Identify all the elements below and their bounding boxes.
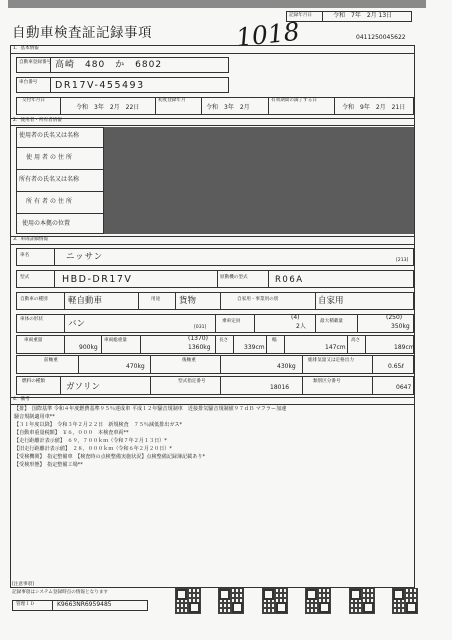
remarks-line: 【３１年度以降】 令和３年２月２２日 新規検査 ７５％減低排出ガス* bbox=[14, 422, 183, 428]
owner-row-owner-address: 所有者の住所 bbox=[26, 198, 75, 205]
rule bbox=[60, 376, 61, 395]
rule bbox=[266, 335, 267, 354]
rule bbox=[52, 600, 53, 611]
qr-code bbox=[175, 588, 201, 614]
rule bbox=[372, 376, 373, 395]
rule bbox=[220, 355, 221, 374]
rule bbox=[155, 97, 156, 115]
issue-value: 令和 3年 2月 22日 bbox=[76, 104, 140, 111]
height-label: 高さ bbox=[351, 338, 361, 343]
rule bbox=[16, 213, 104, 214]
section-vehicle-title: 3．車両詳細情報 bbox=[13, 237, 49, 242]
payload-value-2: 350kg bbox=[391, 323, 410, 330]
body-code: [031] bbox=[194, 325, 207, 330]
rule bbox=[302, 376, 303, 395]
private-label: 自家用・事業用の別 bbox=[237, 297, 279, 302]
document-title: 自動車検査証記録事項 bbox=[12, 25, 152, 41]
remarks-line: 【排】 国際基準 令和４年度燃費基準９５％達成車 平成１２年騒音規制車 近接排気騒音規制値９７ｄＢ マフラー加速 bbox=[14, 406, 287, 412]
rule bbox=[140, 335, 141, 354]
remarks-line: 【受検機関】 指定整備車 【検査時の点検整備実施状況】点検整備記録簿記載あり* bbox=[14, 454, 206, 460]
qr-code bbox=[218, 588, 244, 614]
rule bbox=[268, 97, 269, 115]
rule bbox=[217, 270, 218, 288]
chassis-label: 車台番号 bbox=[19, 80, 38, 85]
rule bbox=[50, 77, 51, 93]
owner-row-user-name: 使用者の氏名又は名称 bbox=[19, 132, 80, 139]
rule bbox=[284, 335, 285, 354]
use-label: 用途 bbox=[151, 297, 161, 302]
rule bbox=[54, 248, 55, 266]
rule bbox=[220, 292, 221, 310]
rule bbox=[220, 376, 221, 395]
owner-row-owner-name: 所有者の氏名又は名称 bbox=[19, 176, 80, 183]
issue-label: 交付年月日 bbox=[22, 98, 45, 103]
body-value: バン bbox=[68, 319, 86, 329]
qr-code bbox=[305, 588, 331, 614]
owner-row-base-location: 使用の本拠の位置 bbox=[22, 220, 71, 227]
make-value: ニッサン bbox=[66, 252, 104, 262]
fuel-value: ガソリン bbox=[66, 382, 101, 392]
rule bbox=[60, 97, 61, 115]
rule bbox=[10, 244, 415, 245]
length-label: 長さ bbox=[219, 338, 229, 343]
scan-edge-bar bbox=[8, 0, 426, 8]
rule bbox=[347, 335, 348, 354]
weight-value: 900kg bbox=[79, 344, 98, 351]
model-value: HBD-DR17V bbox=[62, 274, 133, 285]
axle-row bbox=[16, 355, 414, 374]
rule bbox=[334, 97, 335, 115]
payload-label: 最大積載量 bbox=[320, 319, 343, 324]
kind-value: 軽自動車 bbox=[68, 296, 103, 306]
rear-axle-value: 430kg bbox=[277, 363, 296, 370]
seats-label: 乗車定員 bbox=[222, 319, 241, 324]
rule bbox=[268, 270, 269, 288]
rule bbox=[101, 335, 102, 354]
width-value: 147cm bbox=[325, 344, 346, 351]
private-value: 自家用 bbox=[318, 296, 344, 306]
remarks-line: 【旧走行距離計表示値】 ２８，０００ｋｍ（令和６年２月２０日）* bbox=[14, 446, 172, 452]
type-no-label: 型式指定番号 bbox=[178, 379, 206, 384]
handwritten-number: 1018 bbox=[234, 16, 301, 53]
rule bbox=[215, 335, 216, 354]
gross-value: (1370) bbox=[188, 335, 208, 342]
section-owner-title: 2．使用者・所有者情報 bbox=[13, 118, 62, 123]
rule bbox=[215, 314, 216, 333]
seats-value: (4) bbox=[291, 314, 300, 321]
rule bbox=[16, 191, 104, 192]
payload-value: (250) bbox=[386, 314, 403, 321]
kind-label: 自動車の種別 bbox=[20, 297, 48, 302]
record-date-divider bbox=[322, 11, 323, 22]
qr-code bbox=[262, 588, 288, 614]
rule bbox=[302, 355, 303, 374]
owner-row-user-address: 使用者の住所 bbox=[26, 154, 75, 161]
rule bbox=[16, 169, 104, 170]
use-value: 貨物 bbox=[179, 296, 197, 306]
fuel-label: 燃料の種類 bbox=[22, 379, 45, 384]
weight-label: 車両重量 bbox=[24, 338, 43, 343]
rule bbox=[150, 376, 151, 395]
rule bbox=[10, 397, 415, 398]
remarks-line: 【自動車重量税額】 ￥６，０００ 本検査車両** bbox=[14, 430, 129, 436]
expiry-label: 有効期間の満了する日 bbox=[271, 98, 317, 103]
rule bbox=[175, 292, 176, 310]
rule bbox=[64, 335, 65, 354]
record-date-label: 記録年月日 bbox=[289, 13, 312, 18]
notes-label: [注意事項] bbox=[12, 582, 34, 587]
seats-value-2: 2人 bbox=[296, 323, 306, 330]
rule bbox=[10, 236, 415, 237]
rule bbox=[64, 292, 65, 310]
rule bbox=[78, 355, 79, 374]
gross-label: 車両総重量 bbox=[104, 338, 127, 343]
qr-code bbox=[392, 588, 418, 614]
id-value: K9663NR6959485 bbox=[57, 601, 112, 608]
gross-value-2: 1360kg bbox=[188, 344, 211, 351]
rule bbox=[138, 292, 139, 310]
make-code: [213] bbox=[396, 258, 409, 263]
rule bbox=[365, 335, 366, 354]
rule bbox=[315, 292, 316, 310]
rule bbox=[64, 314, 65, 333]
class-no-label: 類別区分番号 bbox=[313, 379, 341, 384]
remarks-line: 騒音規制適用車** bbox=[14, 414, 55, 420]
redaction-block bbox=[104, 127, 414, 234]
qr-code bbox=[349, 588, 375, 614]
displacement-value: 0.65ℓ bbox=[388, 363, 404, 370]
rule bbox=[315, 314, 316, 333]
rear-axle-label: 後軸重 bbox=[182, 358, 196, 363]
height-value: 189cm bbox=[394, 344, 415, 351]
record-date-value: 令和 7年 2月 13日 bbox=[333, 12, 393, 19]
rule bbox=[233, 335, 234, 354]
section-basic-title: 1．基本情報 bbox=[13, 46, 39, 51]
chassis-value: DR17V-455493 bbox=[55, 80, 145, 91]
section-remarks-title: 4．備考 bbox=[13, 397, 30, 402]
rule bbox=[10, 118, 415, 119]
front-axle-value: 470kg bbox=[126, 363, 145, 370]
rule bbox=[150, 355, 151, 374]
displacement-label: 総排気量又は定格出力 bbox=[308, 358, 354, 363]
rule bbox=[201, 97, 202, 115]
engine-value: R06A bbox=[275, 275, 304, 285]
class-no-value: 0647 bbox=[396, 384, 412, 391]
expiry-value: 令和 9年 2月 21日 bbox=[342, 104, 406, 111]
rule bbox=[357, 314, 358, 333]
rule bbox=[372, 355, 373, 374]
front-axle-label: 前軸重 bbox=[44, 358, 58, 363]
reg-value: 高崎 480 か 6802 bbox=[55, 60, 163, 70]
width-label: 幅 bbox=[272, 338, 277, 343]
make-label: 車名 bbox=[20, 253, 30, 258]
type-no-value: 18016 bbox=[270, 384, 290, 391]
rule bbox=[54, 270, 55, 288]
reg-label: 自動車登録番号 bbox=[19, 60, 52, 65]
rule bbox=[10, 125, 415, 126]
id-label: 管理ＩＤ bbox=[16, 602, 35, 607]
rule bbox=[16, 147, 104, 148]
body-label: 車体の形状 bbox=[20, 317, 43, 322]
notes-text: 記録事項はシステム登録時点の情報となります bbox=[12, 590, 109, 595]
remarks-line: 【受検形態】 指定整備工場** bbox=[14, 462, 83, 468]
rule bbox=[10, 53, 415, 54]
doc-number: 0411250045622 bbox=[356, 34, 406, 41]
rule bbox=[10, 404, 415, 405]
rule bbox=[254, 314, 255, 333]
first-reg-label: 初度登録年月 bbox=[158, 98, 186, 103]
length-value: 339cm bbox=[244, 344, 265, 351]
first-reg-value: 令和 3年 2月 bbox=[206, 104, 250, 111]
remarks-line: 【走行距離計表示値】 ６９，７００ｋｍ（令和７年２月１３日）* bbox=[14, 438, 167, 444]
engine-label: 原動機の型式 bbox=[220, 275, 248, 280]
model-label: 型式 bbox=[20, 275, 30, 280]
